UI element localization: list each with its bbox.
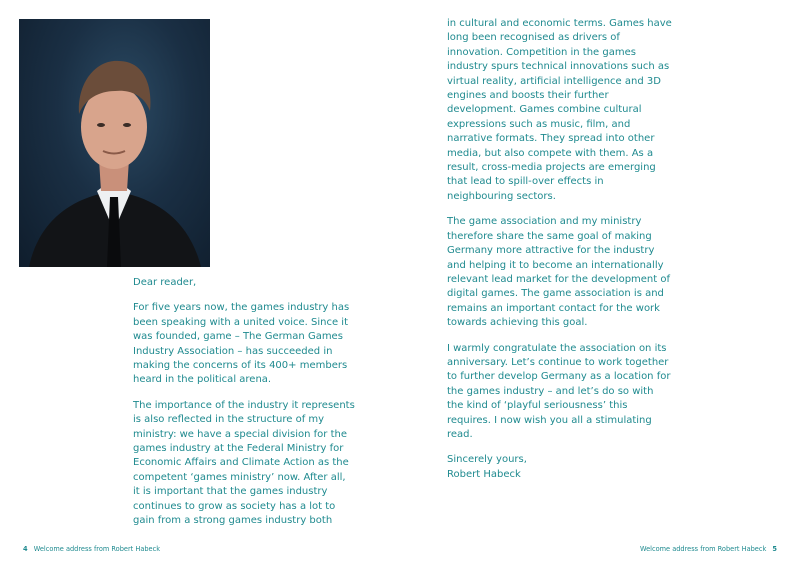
paragraph: in cultural and economic terms. Games have long been recognised as drivers of innovation. Competition in the games industry spurs technical innovations such as virtual reality, artificial intelligence and 3D engines and boosts their further development. Games combine cultural expressions such as music, film, and narrative formats. They spread into other media, but also compete with them. As a result, cross-media projects are emerging that lead to spill-over effects in neighbouring sectors. <box>447 18 672 202</box>
paragraph: The importance of the industry it represents is also reflected in the structure of my ministry: we have a special division for the games industry at the Federal Ministry for Economic Affairs and Climate Action as the competent ‘games ministry’ now. After all, it is important that the games industry continues to grow as society has a lot to gain from a strong games industry both <box>133 399 355 527</box>
footer-text: Welcome address from Robert Habeck <box>639 545 767 553</box>
closing: Sincerely yours, <box>447 454 527 466</box>
greeting: Dear reader, <box>133 277 197 288</box>
paragraph: The game association and my ministry therefore share the same goal of making Germany more attractive for the industry and helping it to become an internationally relevant lead market for the development of digital games. The game association is and remains an important contact for the work towards achieving this goal. <box>447 216 671 329</box>
letter-column-left <box>133 276 355 540</box>
portrait-illustration <box>19 19 210 267</box>
portrait-photo <box>19 19 210 267</box>
letter-column-right <box>447 17 673 493</box>
paragraph: For five years now, the games industry has been speaking with a united voice. Since it was founded, game – The German Games Industry Association – has succeeded in making the concerns of its 400+ members heard in the political arena. <box>133 302 350 386</box>
right-page <box>400 0 800 571</box>
footer-left <box>19 545 160 553</box>
page-number: 5 <box>772 545 777 553</box>
signature-name: Robert Habeck <box>447 468 521 480</box>
page-number: 4 <box>23 545 28 553</box>
footer-right <box>640 545 781 553</box>
footer-text: Welcome address from Robert Habeck <box>33 545 161 553</box>
paragraph: I warmly congratulate the association on its anniversary. Let’s continue to work together to further develop Germany as a location for the games industry – and let’s do so with the kind of ‘playful seriousness’ this requires. I now wish you all a stimulating read. <box>447 342 671 440</box>
